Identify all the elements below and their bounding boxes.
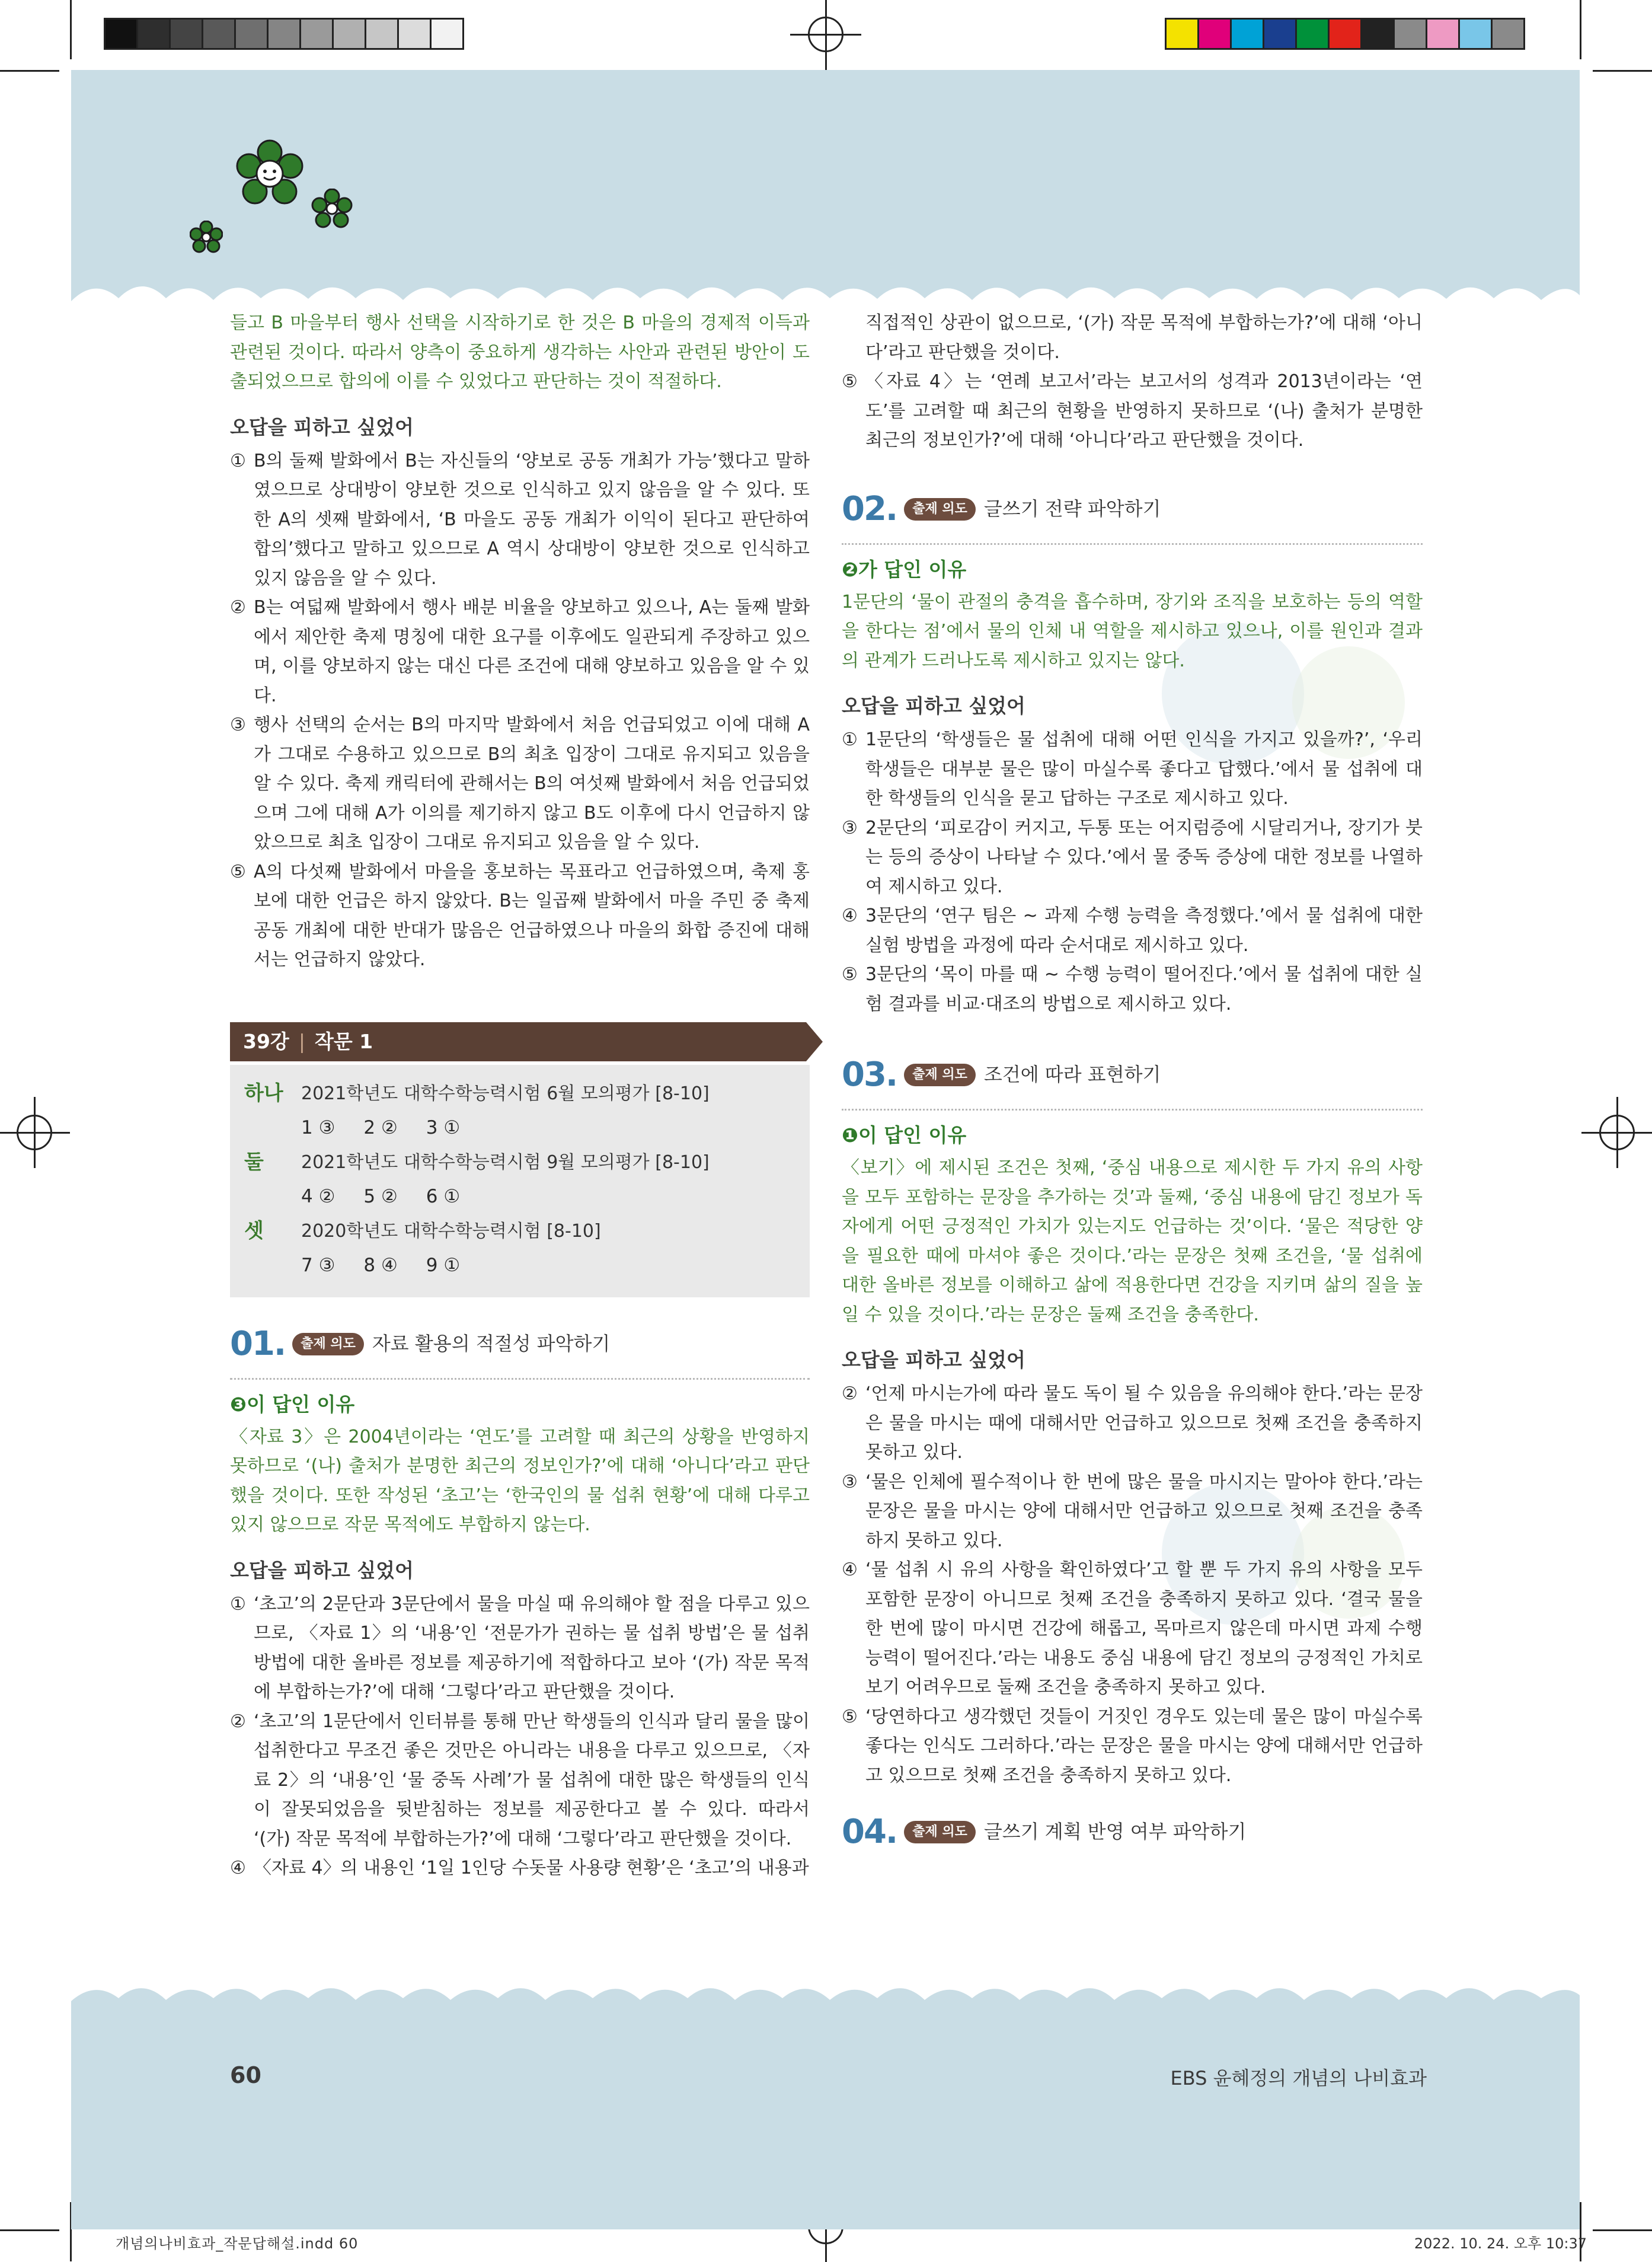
wrong-heading: 오답을 피하고 싶었어 bbox=[842, 694, 1025, 717]
file-date: 2022. 10. 24. 오후 10:37 bbox=[1414, 2235, 1587, 2252]
color-swatch bbox=[1491, 18, 1525, 50]
item-text: 2문단의 ‘피로감이 커지고, 두통 또는 어지럼증에 시달리거나, 장기가 붓는 등의 증상이 나타날 수 있다.’에서 물 중독 증상에 대한 정보를 나열하여 제시하고 있다. bbox=[865, 817, 1423, 897]
color-swatch bbox=[202, 18, 236, 50]
wrong-list bbox=[230, 1590, 810, 1883]
grayscale-swatches bbox=[104, 18, 462, 50]
item-text: ‘당연하다고 생각했던 것들이 거짓인 경우도 있는데 물은 많이 마실수록 좋다는 인식도 그러하다.’라는 문장은 물을 마시는 양에 대해서만 언급하고 있으므로 첫째 조건을 충족하지 못하고 있다. bbox=[865, 1706, 1423, 1786]
unit-exam-title: 2021학년도 대학수학능력시험 6월 모의평가 [8-10] bbox=[301, 1083, 710, 1104]
unit-bar bbox=[230, 1022, 806, 1061]
question-title: 글쓰기 전략 파악하기 bbox=[983, 497, 1161, 520]
wrong-item bbox=[842, 901, 1423, 960]
wrong-item bbox=[842, 1467, 1423, 1556]
item-number: ② bbox=[230, 1711, 246, 1732]
unit-exam-title: 2020학년도 대학수학능력시험 [8-10] bbox=[301, 1220, 601, 1242]
registration-mark-top bbox=[790, 0, 861, 70]
dotted-divider bbox=[842, 1109, 1423, 1111]
wrong-list bbox=[842, 1379, 1423, 1790]
answer-heading: ❷가 답인 이유 bbox=[842, 557, 967, 581]
color-swatches bbox=[1165, 18, 1523, 50]
unit-exam-title: 2021학년도 대학수학능력시험 9월 모의평가 [8-10] bbox=[301, 1151, 710, 1173]
item-number: ① bbox=[842, 729, 858, 750]
unit-title: 작문 1 bbox=[314, 1029, 373, 1053]
wrong-item bbox=[842, 1379, 1423, 1467]
question-header-01 bbox=[230, 1323, 810, 1365]
page-number: 60 bbox=[230, 2062, 261, 2088]
unit-answer: 7 ③ bbox=[301, 1254, 335, 1276]
color-swatch bbox=[1458, 18, 1493, 50]
color-swatch bbox=[430, 18, 464, 50]
item-text: 1문단의 ‘학생들은 물 섭취에 대해 어떤 인식을 가지고 있을까?’, ‘우리 학생들은 대부분 물은 많이 마실수록 좋다고 답했다.’에서 물 섭취에 대한 학생들의 인식을 묻고 답하는 구조로 제시하고 있다. bbox=[865, 729, 1423, 809]
color-swatch bbox=[169, 18, 203, 50]
item-text: 3문단의 ‘연구 팀은 ~ 과제 수행 능력을 측정했다.’에서 물 섭취에 대한 실험 방법을 과정에 따라 순서대로 제시하고 있다. bbox=[865, 905, 1423, 956]
registration-mark-left bbox=[0, 1097, 70, 1168]
unit-answer: 1 ③ bbox=[301, 1116, 335, 1138]
item-number: ⑤ bbox=[842, 1706, 858, 1727]
unit-row-label: 셋 bbox=[244, 1218, 264, 1243]
unit-row-label: 하나 bbox=[244, 1081, 283, 1105]
unit-answers bbox=[244, 1180, 795, 1214]
unit-answer: 4 ② bbox=[301, 1185, 335, 1207]
item-text: 〈자료 4〉의 내용인 ‘1일 1인당 수돗물 사용량 현황’은 ‘초고’의 내용과 bbox=[254, 1858, 809, 1878]
color-swatch bbox=[365, 18, 399, 50]
cloud-edge bbox=[71, 266, 1580, 307]
unit-box bbox=[230, 1065, 810, 1297]
crop-mark bbox=[0, 70, 59, 72]
item-text: B는 여덟째 발화에서 행사 배분 비율을 양보하고 있으나, A는 둘째 발화에서 제안한 축제 명칭에 대한 요구를 이후에도 일관되게 주장하고 있으며, 이를 양보하지 않는 대신 다른 조건에 대해 양보하고 있음을 알 수 있다. bbox=[254, 597, 810, 706]
item-number: ② bbox=[842, 1383, 858, 1404]
color-swatch bbox=[1328, 18, 1362, 50]
wrong-item bbox=[230, 446, 810, 594]
unit-exam-row bbox=[244, 1146, 795, 1180]
intent-badge: 출제 의도 bbox=[904, 1821, 976, 1843]
item-number: ④ bbox=[230, 1858, 246, 1878]
wrong-heading: 오답을 피하고 싶었어 bbox=[230, 415, 414, 439]
registration-mark-right bbox=[1581, 1097, 1652, 1168]
color-swatch bbox=[267, 18, 301, 50]
item-number: ④ bbox=[842, 905, 858, 926]
dotted-divider bbox=[230, 1378, 810, 1380]
item-text: ‘물은 인체에 필수적이나 한 번에 많은 물을 마시지는 말아야 한다.’라는 문장은 물을 마시는 양에 대해서만 언급하고 있으므로 첫째 조건을 충족하지 못하고 있다. bbox=[865, 1471, 1423, 1551]
question-number: 01. bbox=[230, 1324, 286, 1363]
continued-text: 직접적인 상관이 없으므로, ‘(가) 작문 목적에 부합하는가?’에 대해 ‘아니다’라고 판단했을 것이다. bbox=[865, 312, 1423, 363]
wrong-item bbox=[842, 813, 1423, 902]
color-swatch bbox=[136, 18, 171, 50]
wrong-item bbox=[842, 1555, 1423, 1702]
intro-text: 들고 B 마을부터 행사 선택을 시작하기로 한 것은 B 마을의 경제적 이득과 관련된 것이다. 따라서 양측이 중요하게 생각하는 사안과 관련된 방안이 도출되었으므로 합의에 이를 수 있었다고 판단하는 것이 적절하다. bbox=[230, 312, 810, 392]
crop-mark bbox=[1593, 2229, 1652, 2231]
unit-answer: 6 ① bbox=[426, 1185, 461, 1207]
question-header-03 bbox=[842, 1054, 1423, 1096]
right-column bbox=[842, 308, 1423, 1853]
color-swatch bbox=[1197, 18, 1232, 50]
item-number: ① bbox=[230, 1593, 246, 1615]
item-text: ‘초고’의 2문단과 3문단에서 물을 마실 때 유의해야 할 점을 다루고 있으므로, 〈자료 1〉의 ‘내용’인 ‘전문가가 권하는 물 섭취 방법’은 물 섭취 방법에 대한 올바른 정보를 제공하기에 적합하다고 보아 ‘(가) 작문 목적에 부합하는가?’에 대해 ‘그렇다’라고 판단했을 것이다. bbox=[254, 1593, 810, 1702]
answer-text: 1문단의 ‘물이 관절의 충격을 흡수하며, 장기와 조직을 보호하는 등의 역할을 한다는 점’에서 물의 인체 내 역할을 제시하고 있으나, 이를 원인과 결과의 관계가 드러나도록 제시하고 있지는 않다. bbox=[842, 591, 1423, 671]
wrong-item bbox=[230, 1707, 810, 1854]
answer-text: 〈자료 3〉은 2004년이라는 ‘연도’를 고려할 때 최근의 상황을 반영하지 못하므로 ‘(나) 출처가 분명한 최근의 정보인가?’에 대해 ‘아니다’라고 판단했을 것이다. 또한 작성된 ‘초고’는 ‘한국인의 물 섭취 현황’에 대해 다루고 있지 않으므로 작문 목적에도 부합하지 않는다. bbox=[230, 1426, 810, 1535]
answer-heading: ❶이 답인 이유 bbox=[842, 1124, 967, 1147]
file-info: 개념의나비효과_작문답해설.indd 60 bbox=[116, 2235, 359, 2252]
question-number: 04. bbox=[842, 1813, 897, 1852]
unit-answer: 9 ① bbox=[426, 1254, 461, 1276]
book-title: EBS 윤혜정의 개념의 나비효과 bbox=[1170, 2067, 1427, 2089]
intent-badge: 출제 의도 bbox=[904, 1064, 976, 1086]
item-text: ‘언제 마시는가에 따라 물도 독이 될 수 있음을 유의해야 한다.’라는 문장은 물을 마시는 때에 대해서만 언급하고 있으므로 첫째 조건을 충족하지 못하고 있다. bbox=[865, 1383, 1423, 1463]
item-text: 〈자료 4〉는 ‘연례 보고서’라는 보고서의 성격과 2013년이라는 ‘연도’를 고려할 때 최근의 현황을 반영하지 못하므로 ‘(나) 출처가 분명한 최근의 정보인가?’에 대해 ‘아니다’라고 판단했을 것이다. bbox=[865, 371, 1423, 451]
color-swatch bbox=[1393, 18, 1427, 50]
wrong-list bbox=[230, 446, 810, 975]
intent-badge: 출제 의도 bbox=[904, 498, 976, 521]
question-number: 03. bbox=[842, 1055, 897, 1095]
color-swatch bbox=[234, 18, 269, 50]
wrong-item bbox=[230, 593, 810, 710]
wrong-item bbox=[842, 960, 1423, 1019]
wrong-item bbox=[230, 710, 810, 857]
color-swatch bbox=[1230, 18, 1264, 50]
unit-answer: 8 ④ bbox=[363, 1254, 398, 1276]
unit-answer: 5 ② bbox=[363, 1185, 398, 1207]
answer-heading: ❸이 답인 이유 bbox=[230, 1392, 355, 1416]
item-number: ⑤ bbox=[842, 371, 858, 392]
color-swatch bbox=[1295, 18, 1330, 50]
color-swatch bbox=[299, 18, 334, 50]
wrong-list bbox=[842, 725, 1423, 1019]
wrong-item bbox=[842, 725, 1423, 813]
wrong-item bbox=[230, 1853, 810, 1883]
cloud-edge-footer bbox=[71, 1977, 1580, 2025]
question-title: 글쓰기 계획 반영 여부 파악하기 bbox=[983, 1820, 1247, 1843]
item-text: 3문단의 ‘목이 마를 때 ~ 수행 능력이 떨어진다.’에서 물 섭취에 대한 실험 결과를 비교·대조의 방법으로 제시하고 있다. bbox=[865, 964, 1423, 1014]
dotted-divider bbox=[842, 543, 1423, 545]
left-column bbox=[230, 308, 810, 1883]
question-header-02 bbox=[842, 489, 1423, 530]
crop-mark bbox=[1593, 70, 1652, 72]
continued-item bbox=[842, 367, 1423, 455]
item-number: ⑤ bbox=[230, 861, 246, 882]
item-number: ① bbox=[230, 450, 246, 471]
item-text: B의 둘째 발화에서 B는 자신들의 ‘양보로 공동 개최가 가능’했다고 말하였으므로 상대방이 양보한 것으로 인식하고 있지 않음을 알 수 있다. 또한 A의 셋째 발화에서, ‘B 마을도 공동 개최가 이익이 된다고 판단하여 합의’했다고 말하고 있으므로 A 역시 상대방이 양보한 것으로 인식하고 있지 않음을 알 수 있다. bbox=[254, 450, 810, 589]
item-number: ③ bbox=[842, 817, 858, 838]
unit-answers bbox=[244, 1249, 795, 1283]
item-text: ‘초고’의 1문단에서 인터뷰를 통해 만난 학생들의 인식과 달리 물을 많이 섭취한다고 무조건 좋은 것만은 아니라는 내용을 다루고 있으므로, 〈자료 2〉의 ‘내용’인 ‘물 중독 사례’가 물 섭취에 대한 많은 학생들의 인식이 잘못되었음을 뒷받침하는 정보를 제공한다고 볼 수 있다. 따라서 ‘(가) 작문 목적에 부합하는가?’에 대해 ‘그렇다’라고 판단했을 것이다. bbox=[254, 1711, 810, 1849]
color-swatch bbox=[1263, 18, 1297, 50]
item-number: ⑤ bbox=[842, 964, 858, 985]
question-title: 조건에 따라 표현하기 bbox=[983, 1063, 1161, 1086]
item-number: ③ bbox=[230, 714, 246, 735]
item-number: ③ bbox=[842, 1471, 858, 1492]
question-title: 자료 활용의 적절성 파악하기 bbox=[372, 1332, 611, 1355]
wrong-heading: 오답을 피하고 싶었어 bbox=[230, 1558, 414, 1582]
unit-answer: 2 ② bbox=[363, 1116, 398, 1138]
item-number: ② bbox=[230, 597, 246, 618]
question-number: 02. bbox=[842, 489, 897, 528]
item-number: ④ bbox=[842, 1559, 858, 1580]
flower-small-icon bbox=[190, 221, 223, 254]
crop-mark bbox=[70, 0, 72, 59]
flower-icon bbox=[311, 189, 353, 230]
color-swatch bbox=[104, 18, 138, 50]
unit-answer: 3 ① bbox=[426, 1116, 461, 1138]
wrong-heading: 오답을 피하고 싶었어 bbox=[842, 1348, 1025, 1371]
unit-exam-row bbox=[244, 1077, 795, 1111]
item-text: A의 다섯째 발화에서 마을을 홍보하는 목표라고 언급하였으며, 축제 홍보에 대한 언급은 하지 않았다. B는 일곱째 발화에서 마을 주민 중 축제 공동 개최에 대한 반대가 많음은 언급하였으나 마을의 화합 증진에 대해서는 언급하지 않았다. bbox=[254, 861, 810, 970]
color-swatch bbox=[1165, 18, 1199, 50]
color-swatch bbox=[332, 18, 366, 50]
footer-band bbox=[71, 2001, 1580, 2229]
unit-lesson: 39강 bbox=[243, 1029, 289, 1053]
wrong-item bbox=[230, 857, 810, 975]
unit-exam-row bbox=[244, 1214, 795, 1249]
unit-answers bbox=[244, 1111, 795, 1146]
unit-row-label: 둘 bbox=[244, 1150, 264, 1174]
crop-mark bbox=[1580, 0, 1581, 59]
item-text: 행사 선택의 순서는 B의 마지막 발화에서 처음 언급되었고 이에 대해 A가 그대로 수용하고 있으므로 B의 최초 입장이 그대로 유지되고 있음을 알 수 있다. 축제 캐릭터에 관해서는 B의 여섯째 발화에서 처음 언급되었으며 그에 대해 A가 이의를 제기하지 않고 B도 이후에 다시 언급하지 않았으므로 최초 입장이 그대로 유지되고 있음을 알 수 있다. bbox=[254, 714, 810, 853]
color-swatch bbox=[1426, 18, 1460, 50]
color-swatch bbox=[397, 18, 432, 50]
item-text: ‘물 섭취 시 유의 사항을 확인하였다’고 할 뿐 두 가지 유의 사항을 모두 포함한 문장이 아니므로 첫째 조건을 충족하지 못하고 있다. ‘결국 물을 한 번에 많이 마시면 건강에 해롭고, 목마르지 않은데 마시면 과제 수행 능력이 떨어진다.’라는 내용도 중심 내용에 담긴 정보의 긍정적인 가치로 보기 어려우므로 둘째 조건을 충족하지 못하고 있다. bbox=[865, 1559, 1423, 1698]
wrong-item bbox=[230, 1590, 810, 1707]
color-swatch bbox=[1360, 18, 1395, 50]
flower-smile-icon bbox=[234, 139, 305, 210]
intent-badge: 출제 의도 bbox=[292, 1333, 364, 1355]
unit-separator: | bbox=[298, 1029, 305, 1053]
wrong-item bbox=[842, 1702, 1423, 1791]
question-header-04 bbox=[842, 1811, 1423, 1853]
crop-mark bbox=[0, 2229, 59, 2231]
answer-text: 〈보기〉에 제시된 조건은 첫째, ‘중심 내용으로 제시한 두 가지 유의 사항을 모두 포함하는 문장을 추가하는 것’과 둘째, ‘중심 내용에 담긴 정보가 독자에게 어떤 긍정적인 가치가 있는지도 언급하는 것’이다. ‘물은 적당한 양을 필요한 때에 마셔야 좋은 것이다.’라는 문장은 첫째 조건을, ‘물 섭취에 대한 올바른 정보를 이해하고 삶에 적용한다면 건강을 지키며 삶의 질을 높일 수 있을 것이다.’라는 문장은 둘째 조건을 충족한다. bbox=[842, 1157, 1423, 1325]
